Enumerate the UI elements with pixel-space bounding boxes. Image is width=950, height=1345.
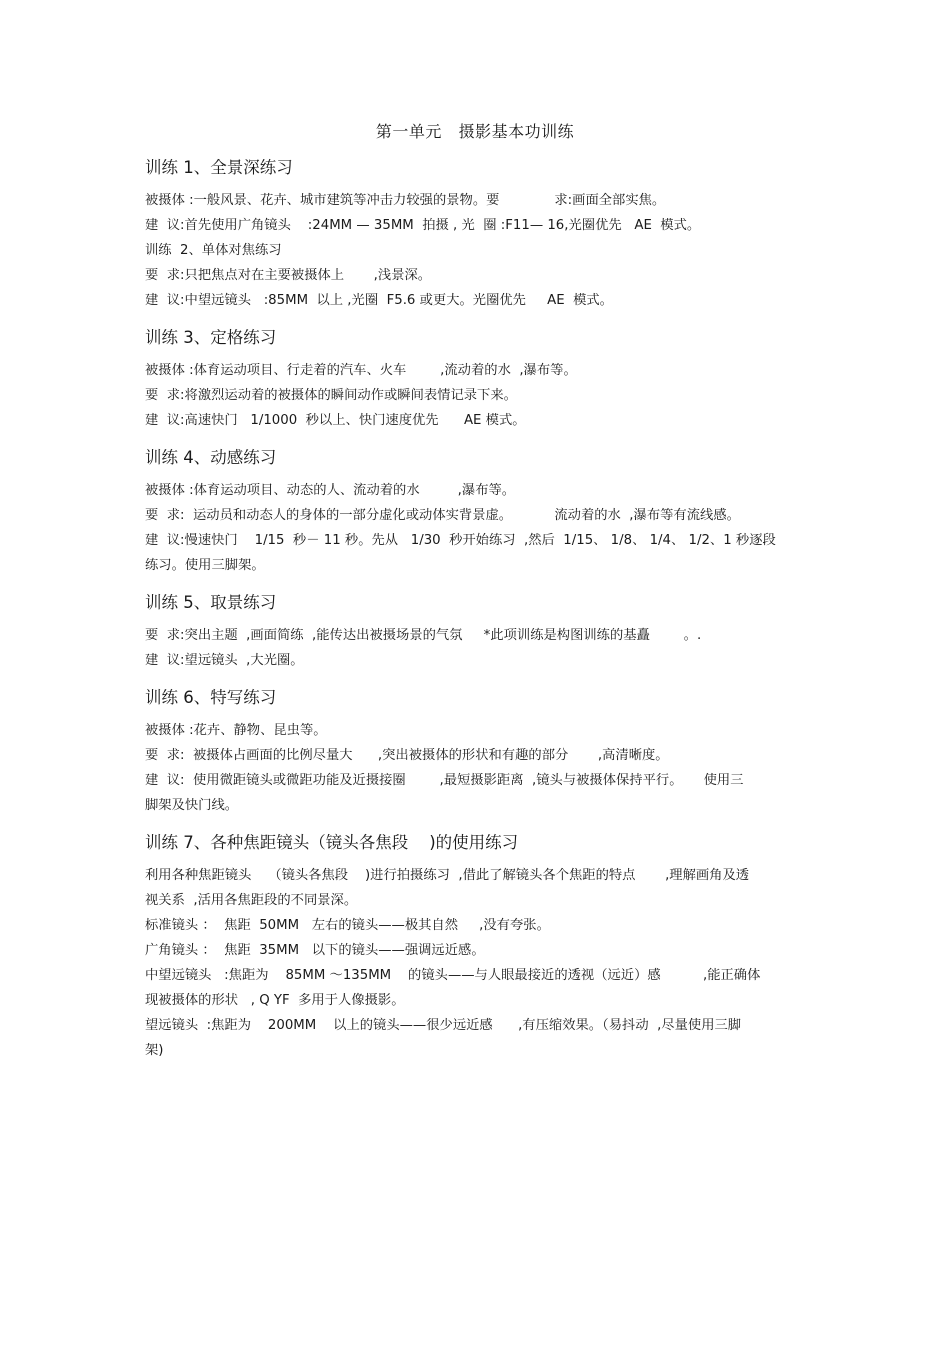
text-line: 要 求: 运动员和动态人的身体的一部分虚化或动体实背景虚。 流动着的水 ,瀑布等有流线感。 bbox=[145, 508, 740, 523]
section-1 bbox=[145, 155, 805, 238]
text-line: 要 求:突出主题 ,画面简练 ,能传达出被摄场景的气氛 *此项训练是构图训练的基矗 。. bbox=[145, 628, 702, 643]
section-4 bbox=[145, 445, 805, 578]
section-7 bbox=[145, 830, 805, 1063]
text-line: 建 议: 使用微距镜头或微距功能及近摄接圈 ,最短摄影距离 ,镜头与被摄体保持平行。 使用三 bbox=[145, 773, 744, 788]
section-heading: 训练 5、取景练习 bbox=[145, 593, 277, 612]
text-line: 建 议:慢速快门 1/15 秒－ 11 秒。先从 1/30 秒开始练习 ,然后 1/15、 1/8、 1/4、 1/2、1 秒逐段 bbox=[145, 533, 776, 548]
text-line: 建 议:望远镜头 ,大光圈。 bbox=[145, 653, 304, 668]
text-line: 望远镜头 :焦距为 200MM 以上的镜头——很少远近感 ,有压缩效果。（易抖动 ,尽量使用三脚 bbox=[145, 1018, 742, 1033]
text-line: 架) bbox=[145, 1043, 164, 1058]
text-line: 建 议:中望远镜头 :85MM 以上 ,光圈 F5.6 或更大。光圈优先 AE 模式。 bbox=[145, 293, 613, 308]
section-heading: 训练 1、全景深练习 bbox=[145, 158, 293, 177]
section-heading: 训练 2、单体对焦练习 bbox=[145, 243, 282, 258]
text-line: 被摄体 :体育运动项目、行走着的汽车、火车 ,流动着的水 ,瀑布等。 bbox=[145, 363, 577, 378]
text-line: 要 求: 被摄体占画面的比例尽量大 ,突出被摄体的形状和有趣的部分 ,高清晰度。 bbox=[145, 748, 669, 763]
text-line: 要 求:只把焦点对在主要被摄体上 ,浅景深。 bbox=[145, 268, 432, 283]
text-line: 中望远镜头 :焦距为 85MM ～135MM 的镜头——与人眼最接近的透视（远近）感 ,能正确体 bbox=[145, 968, 761, 983]
text-line: 被摄体 :花卉、静物、昆虫等。 bbox=[145, 723, 327, 738]
section-heading: 训练 3、定格练习 bbox=[145, 328, 277, 347]
section-heading: 训练 4、动感练习 bbox=[145, 448, 277, 467]
text-line: 建 议:高速快门 1/1000 秒以上、快门速度优先 AE 模式。 bbox=[145, 413, 526, 428]
text-line: 要 求:将激烈运动着的被摄体的瞬间动作或瞬间表情记录下来。 bbox=[145, 388, 517, 403]
text-line: 利用各种焦距镜头 （镜头各焦段 )进行拍摄练习 ,借此了解镜头各个焦距的特点 ,理解画角及透 bbox=[145, 868, 750, 883]
text-line: 被摄体 :一般风景、花卉、城市建筑等冲击力较强的景物。要 求:画面全部实焦。 bbox=[145, 193, 666, 208]
page-title: 第一单元 摄影基本功训练 bbox=[375, 122, 575, 141]
section-heading: 训练 7、各种焦距镜头（镜头各焦段 )的使用练习 bbox=[145, 833, 519, 852]
section-2 bbox=[145, 238, 805, 313]
section-heading: 训练 6、特写练习 bbox=[145, 688, 277, 707]
text-line: 脚架及快门线。 bbox=[145, 798, 239, 813]
text-line: 现被摄体的形状 , Q YF 多用于人像摄影。 bbox=[145, 993, 405, 1008]
section-5 bbox=[145, 590, 805, 673]
text-line: 练习。使用三脚架。 bbox=[145, 558, 265, 573]
text-line: 建 议:首先使用广角镜头 :24MM — 35MM 拍摄 , 光 圈 :F11— 16,光圈优先 AE 模式。 bbox=[145, 218, 701, 233]
section-6 bbox=[145, 685, 805, 818]
section-3 bbox=[145, 325, 805, 433]
text-line: 广角镜头 ： 焦距 35MM 以下的镜头——强调远近感。 bbox=[145, 943, 485, 958]
text-line: 被摄体 :体育运动项目、动态的人、流动着的水 ,瀑布等。 bbox=[145, 483, 516, 498]
document-body bbox=[145, 155, 805, 1075]
text-line: 视关系 ,活用各焦距段的不同景深。 bbox=[145, 893, 358, 908]
text-line: 标准镜头 ： 焦距 50MM 左右的镜头——极其自然 ,没有夸张。 bbox=[145, 918, 550, 933]
